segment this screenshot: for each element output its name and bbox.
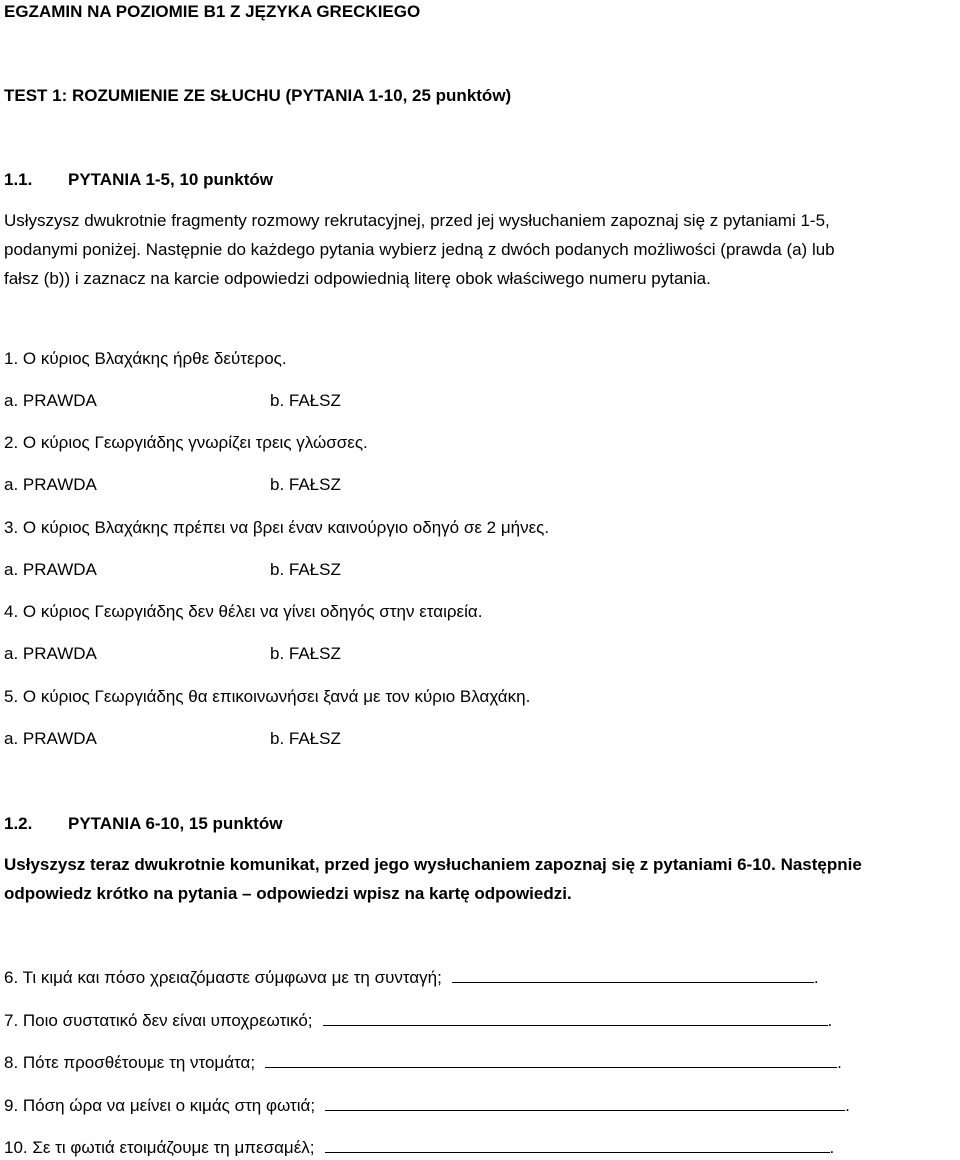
question-9-text: 9. Πόση ώρα να μείνει ο κιμάς στη φωτιά;: [4, 1096, 316, 1115]
question-2: 2. Ο κύριος Γεωργιάδης γνωρίζει τρεις γλώσσες.: [4, 433, 368, 452]
question-3: 3. Ο κύριος Βλαχάκης πρέπει να βρει έναν καινούργιο οδηγό σε 2 μήνες.: [4, 518, 550, 537]
question-10-answer-line[interactable]: [325, 1136, 830, 1153]
section1-instructions: [4, 206, 958, 293]
section2-instruction-line: Usłyszysz teraz dwukrotnie komunikat, przed jego wysłuchaniem zapoznaj się z pytaniami 6-10. Następnie: [4, 855, 862, 874]
section2-heading: [4, 814, 282, 834]
question-1-option-a: a. PRAWDA: [4, 391, 97, 410]
section1-number: 1.1.: [4, 170, 33, 189]
question-7-text: 7. Ποιο συστατικό δεν είναι υποχρεωτικό;: [4, 1011, 313, 1030]
section1-instruction-line: podanymi poniżej. Następnie do każdego pytania wybierz jedną z dwóch podanych możliwości (prawda (a) lub: [4, 240, 835, 259]
question-7-end: .: [827, 1011, 833, 1030]
question-1: 1. Ο κύριος Βλαχάκης ήρθε δεύτερος.: [4, 349, 287, 368]
question-8: [4, 1051, 842, 1073]
question-4-option-b: b. FAŁSZ: [270, 644, 341, 663]
question-3-option-b: b. FAŁSZ: [270, 560, 341, 579]
document-title: EGZAMIN NA POZIOMIE B1 Z JĘZYKA GRECKIEGO: [4, 2, 421, 21]
question-4: 4. Ο κύριος Γεωργιάδης δεν θέλει να γίνει οδηγός στην εταιρεία.: [4, 602, 483, 621]
question-6-text: 6. Τι κιμά και πόσο χρειαζόμαστε σύμφωνα με τη συνταγή;: [4, 968, 442, 987]
question-8-end: .: [837, 1053, 842, 1072]
question-8-text: 8. Πότε προσθέτουμε τη ντομάτα;: [4, 1053, 256, 1072]
question-6: [4, 966, 819, 988]
question-3-option-a: a. PRAWDA: [4, 560, 97, 579]
test-title: TEST 1: ROZUMIENIE ZE SŁUCHU (PYTANIA 1-10, 25 punktów): [4, 86, 512, 105]
question-10: [4, 1136, 834, 1158]
question-9-answer-line[interactable]: [325, 1094, 845, 1111]
question-5-option-b: b. FAŁSZ: [270, 729, 341, 748]
question-9: [4, 1094, 850, 1116]
question-2-option-a: a. PRAWDA: [4, 475, 97, 494]
question-7-answer-line[interactable]: [323, 1009, 828, 1026]
question-5-option-a: a. PRAWDA: [4, 729, 97, 748]
section1-heading-text: PYTANIA 1-5, 10 punktów: [68, 170, 273, 189]
question-5: 5. Ο κύριος Γεωργιάδης θα επικοινωνήσει ξανά με τον κύριο Βλαχάκη.: [4, 687, 531, 706]
section1-heading: [4, 170, 273, 190]
question-10-text: 10. Σε τι φωτιά ετοιμάζουμε τη μπεσαμέλ;: [4, 1138, 315, 1157]
question-6-answer-line[interactable]: [452, 966, 814, 983]
question-2-option-b: b. FAŁSZ: [270, 475, 341, 494]
section1-instruction-line: Usłyszysz dwukrotnie fragmenty rozmowy rekrutacyjnej, przed jej wysłuchaniem zapoznaj się z pytaniami 1-5,: [4, 211, 830, 230]
section2-instruction-line: odpowiedz krótko na pytania – odpowiedzi wpisz na kartę odpowiedzi.: [4, 884, 572, 903]
question-8-answer-line[interactable]: [265, 1051, 837, 1068]
question-1-option-b: b. FAŁSZ: [270, 391, 341, 410]
question-4-option-a: a. PRAWDA: [4, 644, 97, 663]
question-6-end: .: [813, 968, 819, 987]
section2-heading-text: PYTANIA 6-10, 15 punktów: [68, 814, 283, 833]
section2-number: 1.2.: [4, 814, 33, 833]
section2-instructions: [4, 850, 958, 908]
section1-instruction-line: fałsz (b)) i zaznacz na karcie odpowiedzi odpowiednią literę obok właściwego numeru pytania.: [4, 269, 711, 288]
question-10-end: .: [829, 1138, 835, 1157]
question-9-end: .: [845, 1096, 850, 1115]
question-7: [4, 1009, 832, 1031]
